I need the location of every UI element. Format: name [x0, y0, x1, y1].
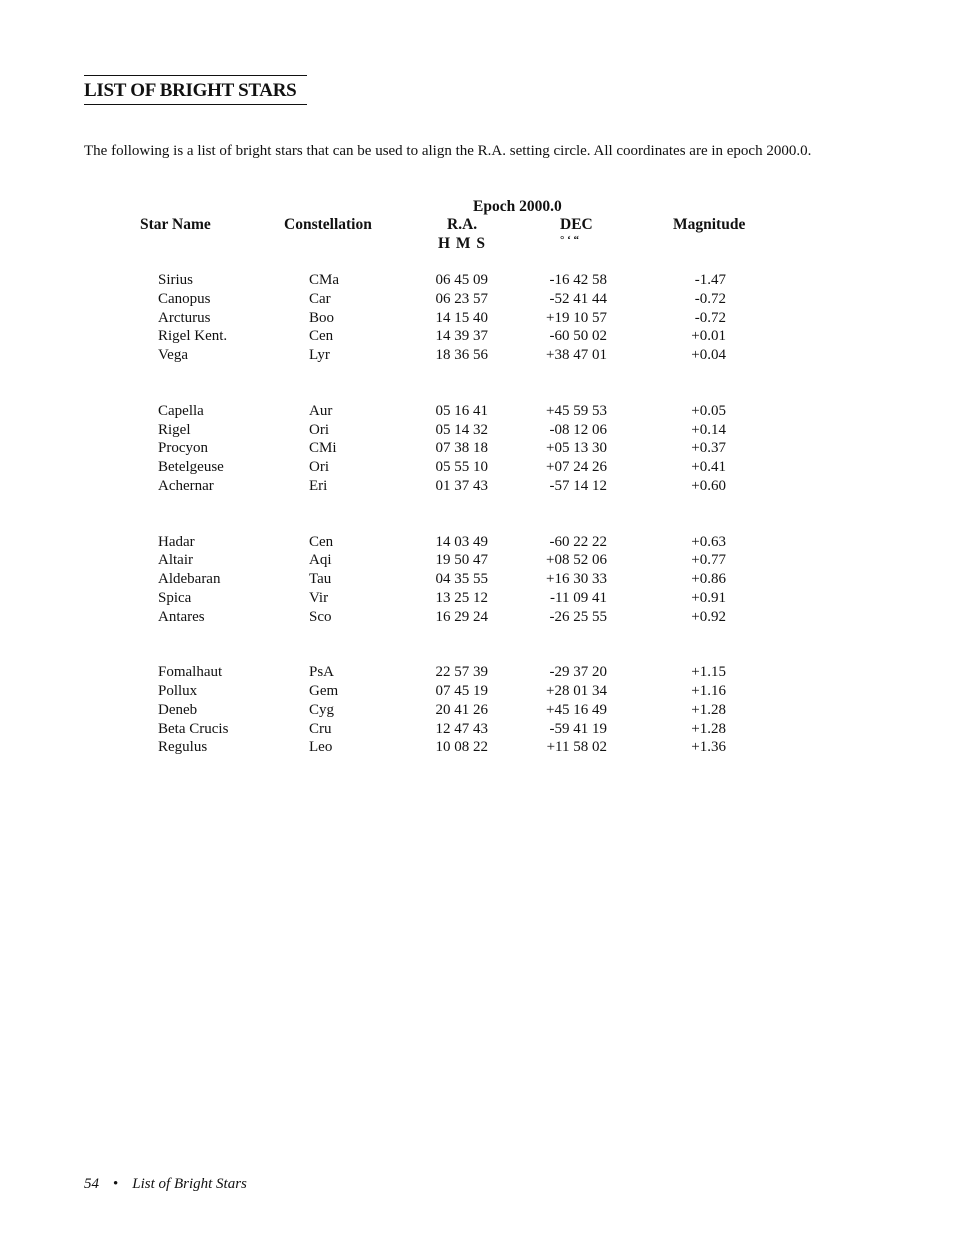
dec-cell: +16 30 33 [546, 571, 607, 587]
dec-cell: -59 41 19 [549, 720, 607, 737]
table-row [0, 440, 954, 459]
dec-cell: -26 25 55 [549, 608, 607, 625]
constellation-cell: Cyg [309, 701, 335, 718]
star-name-cell: Canopus [158, 290, 211, 307]
constellation-cell: Lyr [309, 347, 330, 363]
table-row [0, 664, 954, 683]
magnitude-cell: +1.36 [691, 739, 726, 756]
dec-header: DEC [560, 216, 593, 233]
ra-cell: 14 39 37 [435, 328, 488, 345]
star-name-cell: Altair [158, 552, 193, 569]
ra-cell: 06 23 57 [435, 290, 488, 307]
constellation-cell: Tau [309, 571, 332, 587]
constellation-cell: CMi [309, 440, 337, 457]
ra-cell: 07 38 18 [435, 440, 488, 457]
dec-cell: +45 59 53 [546, 402, 607, 419]
constellation-cell: Aur [309, 402, 333, 419]
table-row [0, 478, 954, 497]
magnitude-cell: +0.91 [691, 589, 726, 606]
dec-cell: +28 01 34 [546, 683, 607, 699]
magnitude-cell: +0.86 [691, 571, 726, 587]
magnitude-cell: +0.01 [691, 328, 726, 345]
dec-cell: -57 14 12 [549, 477, 607, 494]
constellation-cell: Vir [309, 589, 329, 606]
star-name-cell: Vega [158, 347, 188, 363]
magnitude-cell: +0.05 [691, 402, 726, 419]
ra-cell: 05 16 41 [435, 402, 488, 419]
dec-cell: +45 16 49 [546, 701, 607, 718]
constellation-cell: Leo [309, 739, 333, 756]
star-name-cell: Arcturus [158, 309, 211, 326]
ra-cell: 12 47 43 [435, 720, 488, 737]
magnitude-header: Magnitude [673, 216, 746, 233]
constellation-cell: Sco [309, 608, 332, 625]
magnitude-cell: +0.04 [691, 347, 726, 363]
star-name-header: Star Name [140, 216, 211, 233]
table-row [0, 291, 954, 310]
table-row [0, 272, 954, 291]
ra-cell: 22 57 39 [435, 664, 488, 681]
star-name-cell: Regulus [158, 739, 208, 756]
ra-cell: 01 37 43 [435, 477, 488, 494]
dec-cell: -11 09 41 [550, 589, 607, 606]
dec-cell: +05 13 30 [546, 440, 607, 457]
magnitude-cell: +1.16 [691, 683, 726, 699]
dec-units-header: ° ‘ “ [560, 234, 580, 246]
ra-cell: 14 03 49 [435, 533, 488, 550]
constellation-cell: Boo [309, 309, 335, 326]
constellation-cell: PsA [309, 664, 335, 681]
table-row [0, 721, 954, 740]
magnitude-cell: +0.37 [691, 440, 726, 457]
magnitude-cell: +1.28 [691, 701, 726, 718]
page-footer [84, 1176, 247, 1193]
ra-cell: 18 36 56 [435, 347, 488, 363]
star-name-cell: Achernar [158, 477, 214, 494]
footer-bullet: • [113, 1176, 119, 1192]
dec-cell: -16 42 58 [549, 272, 607, 288]
table-row [0, 571, 954, 590]
magnitude-cell: +0.77 [691, 552, 726, 569]
star-name-cell: Sirius [158, 272, 194, 288]
table-row [0, 590, 954, 609]
magnitude-cell: +0.60 [691, 477, 726, 494]
constellation-header: Constellation [284, 216, 372, 233]
footer-section-title: List of Bright Stars [132, 1176, 247, 1192]
ra-header: R.A. [447, 216, 478, 233]
star-name-cell: Rigel [158, 421, 191, 438]
star-name-cell: Procyon [158, 440, 208, 457]
magnitude-cell: -0.72 [694, 290, 726, 307]
epoch-header: Epoch 2000.0 [473, 198, 562, 215]
star-name-cell: Antares [158, 608, 205, 625]
constellation-cell: Ori [309, 459, 329, 475]
table-row [0, 552, 954, 571]
dec-cell: +38 47 01 [546, 347, 607, 363]
ra-cell: 06 45 09 [435, 272, 488, 288]
constellation-cell: Gem [309, 683, 339, 699]
dec-cell: -52 41 44 [549, 290, 607, 307]
table-row [0, 328, 954, 347]
magnitude-cell: +0.92 [691, 608, 726, 625]
magnitude-cell: +1.15 [691, 664, 726, 681]
table-row [0, 422, 954, 441]
magnitude-cell: +0.63 [691, 533, 726, 550]
dec-cell: -60 50 02 [549, 328, 607, 345]
table-row [0, 347, 954, 366]
table-row [0, 683, 954, 702]
ra-cell: 04 35 55 [435, 571, 488, 587]
table-row [0, 702, 954, 721]
ra-cell: 10 08 22 [435, 739, 488, 756]
ra-cell: 13 25 12 [435, 589, 488, 606]
star-name-cell: Pollux [158, 683, 198, 699]
constellation-cell: Aqi [309, 552, 332, 569]
title-bottom-rule [84, 104, 307, 105]
star-group [0, 403, 954, 497]
magnitude-cell: +1.28 [691, 720, 726, 737]
star-name-cell: Fomalhaut [158, 664, 223, 681]
dec-cell: +19 10 57 [546, 309, 607, 326]
table-row [0, 459, 954, 478]
magnitude-cell: +0.14 [691, 421, 726, 438]
ra-units-header: H M S [438, 235, 487, 252]
star-group [0, 664, 954, 758]
dec-cell: -08 12 06 [549, 421, 607, 438]
star-name-cell: Deneb [158, 701, 198, 718]
dec-cell: +07 24 26 [546, 459, 607, 475]
star-name-cell: Aldebaran [158, 571, 221, 587]
dec-cell: -29 37 20 [549, 664, 607, 681]
star-name-cell: Capella [158, 402, 204, 419]
table-row [0, 534, 954, 553]
ra-cell: 05 55 10 [435, 459, 488, 475]
table-row [0, 739, 954, 758]
constellation-cell: Cen [309, 328, 334, 345]
ra-cell: 07 45 19 [435, 683, 488, 699]
ra-cell: 16 29 24 [435, 608, 488, 625]
constellation-cell: Cru [309, 720, 332, 737]
star-name-cell: Hadar [158, 533, 195, 550]
section-title-block [84, 75, 307, 105]
intro-paragraph: The following is a list of bright stars that can be used to align the R.A. setting circle. All coordinates are in epoch 2000.0. [84, 143, 812, 159]
constellation-cell: Ori [309, 421, 329, 438]
constellation-cell: Eri [309, 477, 328, 494]
table-row [0, 310, 954, 329]
ra-cell: 19 50 47 [435, 552, 488, 569]
table-row [0, 609, 954, 628]
ra-cell: 20 41 26 [435, 701, 488, 718]
star-name-cell: Beta Crucis [158, 720, 229, 737]
ra-cell: 05 14 32 [435, 421, 488, 438]
constellation-cell: CMa [309, 272, 339, 288]
magnitude-cell: -0.72 [694, 309, 726, 326]
page-number: 54 [84, 1176, 99, 1192]
star-table [0, 272, 954, 795]
table-row [0, 403, 954, 422]
dec-cell: +11 58 02 [546, 739, 607, 756]
dec-cell: -60 22 22 [549, 533, 607, 550]
magnitude-cell: +0.41 [691, 459, 726, 475]
star-group [0, 272, 954, 366]
magnitude-cell: -1.47 [694, 272, 726, 288]
ra-cell: 14 15 40 [435, 309, 488, 326]
star-name-cell: Rigel Kent. [158, 328, 228, 345]
constellation-cell: Cen [309, 533, 334, 550]
star-name-cell: Spica [158, 589, 192, 606]
dec-cell: +08 52 06 [546, 552, 607, 569]
page-title: LIST OF BRIGHT STARS [84, 80, 297, 101]
constellation-cell: Car [309, 290, 331, 307]
star-group [0, 534, 954, 628]
star-name-cell: Betelgeuse [158, 459, 224, 475]
